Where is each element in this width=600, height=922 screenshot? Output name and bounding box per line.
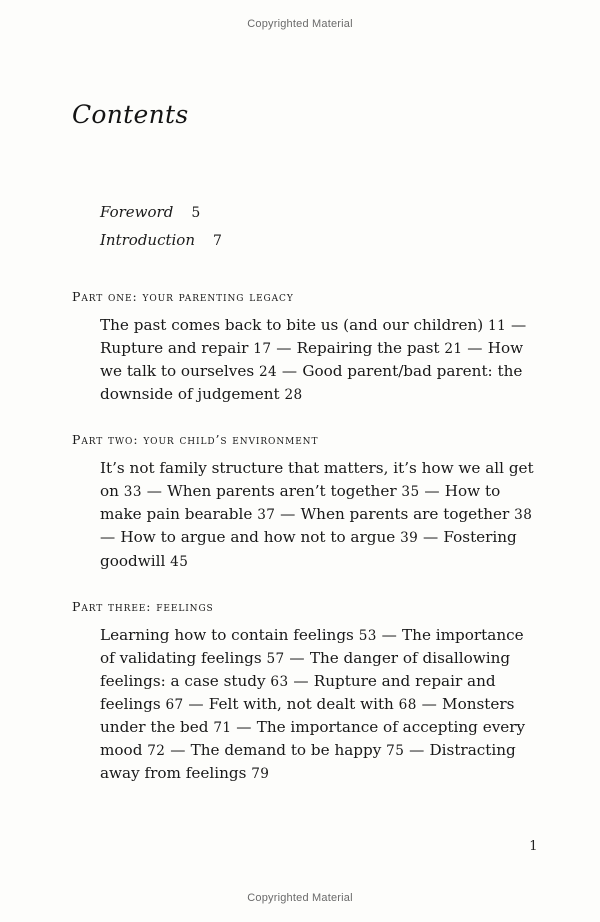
part-entries bbox=[100, 457, 538, 572]
toc-entry-page: 28 bbox=[284, 387, 303, 404]
toc-entry-page: 21 bbox=[444, 340, 463, 357]
contents-body bbox=[72, 100, 538, 793]
toc-entry-page: 33 bbox=[123, 484, 142, 501]
toc-entry-page: 24 bbox=[258, 363, 278, 380]
toc-entry-text: Fostering goodwill bbox=[100, 528, 517, 570]
toc-entry-text: Monsters under the bed bbox=[100, 694, 515, 736]
entry-separator: — bbox=[289, 648, 305, 667]
toc-entry-text: Learning how to contain feelings bbox=[100, 625, 354, 644]
entry-separator: — bbox=[424, 482, 440, 501]
entry-separator: — bbox=[423, 528, 439, 547]
toc-entry-text: How we talk to ourselves bbox=[100, 338, 524, 380]
toc-entry-text: Rupture and repair bbox=[100, 338, 249, 357]
entry-separator: — bbox=[146, 482, 163, 501]
part-heading: Part two: your child’s environment bbox=[72, 432, 319, 448]
toc-entry-text: It’s not family structure that matters, it’s how we all get on bbox=[100, 459, 534, 501]
toc-entry-text: Rupture and repair and feelings bbox=[100, 671, 496, 713]
toc-entry-page: 68 bbox=[398, 696, 417, 713]
toc-entry-page: 11 bbox=[488, 317, 507, 334]
watermark-top: Copyrighted Material bbox=[247, 18, 353, 30]
toc-entry-text: The importance of accepting every mood bbox=[100, 718, 526, 760]
toc-entry-text: Good parent/bad parent: the downside of judgement bbox=[100, 361, 523, 404]
front-matter-list bbox=[100, 199, 538, 255]
entry-separator: — bbox=[280, 505, 296, 524]
entry-separator: — bbox=[409, 741, 425, 760]
toc-entry-page: 39 bbox=[400, 530, 419, 547]
toc-entry-page: 35 bbox=[401, 484, 420, 501]
toc-entry-text: The importance of validating feelings bbox=[100, 625, 524, 667]
part-section-three bbox=[72, 599, 538, 786]
watermark-bottom: Copyrighted Material bbox=[247, 892, 353, 904]
part-entries bbox=[100, 624, 538, 786]
toc-entry-text: When parents aren’t together bbox=[167, 482, 397, 501]
part-heading: Part one: your parenting legacy bbox=[72, 288, 294, 304]
page-number: 1 bbox=[529, 839, 538, 854]
toc-entry-text: Repairing the past bbox=[296, 338, 440, 357]
part-entries bbox=[100, 314, 538, 406]
toc-entry-page: 37 bbox=[257, 507, 276, 524]
toc-entry-text: The past comes back to bite us (and our children) bbox=[100, 315, 484, 334]
part-section-one bbox=[72, 289, 538, 406]
toc-entry-page: 17 bbox=[253, 340, 272, 357]
entry-separator: — bbox=[188, 694, 204, 713]
toc-entry-page: 72 bbox=[147, 743, 166, 760]
toc-entry-text: When parents are together bbox=[300, 505, 510, 524]
entry-separator: — bbox=[170, 741, 186, 760]
toc-entry-page: 38 bbox=[514, 507, 533, 524]
part-heading: Part three: feelings bbox=[72, 598, 214, 614]
toc-entry-text: How to make pain bearable bbox=[100, 482, 501, 524]
toc-entry-text: How to argue and how not to argue bbox=[120, 528, 396, 547]
toc-entry-page: 67 bbox=[165, 696, 184, 713]
toc-entry-text: The danger of disallowing feelings: a case study bbox=[100, 648, 511, 690]
entry-separator: — bbox=[281, 361, 298, 380]
front-matter-page: 5 bbox=[191, 205, 201, 221]
entry-separator: — bbox=[293, 671, 309, 690]
list-item bbox=[100, 199, 538, 227]
toc-entry-page: 63 bbox=[270, 673, 289, 690]
toc-entry-text: Felt with, not dealt with bbox=[208, 694, 394, 713]
toc-entry-page: 79 bbox=[251, 766, 270, 783]
toc-entry-page: 53 bbox=[358, 627, 377, 644]
front-matter-label: Introduction bbox=[100, 230, 195, 249]
entry-separator: — bbox=[510, 315, 527, 334]
list-item bbox=[100, 227, 538, 255]
front-matter-label: Foreword bbox=[100, 203, 174, 221]
toc-entry-text: Distracting away from feelings bbox=[100, 741, 516, 783]
toc-entry-page: 57 bbox=[266, 650, 285, 667]
part-section-two bbox=[72, 432, 538, 572]
page-title: Contents bbox=[72, 100, 189, 129]
toc-entry-text: The demand to be happy bbox=[190, 741, 382, 760]
front-matter-page: 7 bbox=[213, 232, 223, 249]
entry-separator: — bbox=[381, 625, 398, 644]
entry-separator: — bbox=[467, 338, 483, 357]
entry-separator: — bbox=[421, 694, 438, 713]
entry-separator: — bbox=[100, 528, 116, 547]
entry-separator: — bbox=[276, 338, 292, 357]
toc-entry-page: 75 bbox=[386, 743, 405, 760]
toc-entry-page: 45 bbox=[170, 553, 189, 570]
toc-entry-page: 71 bbox=[213, 720, 232, 736]
entry-separator: — bbox=[236, 718, 252, 736]
